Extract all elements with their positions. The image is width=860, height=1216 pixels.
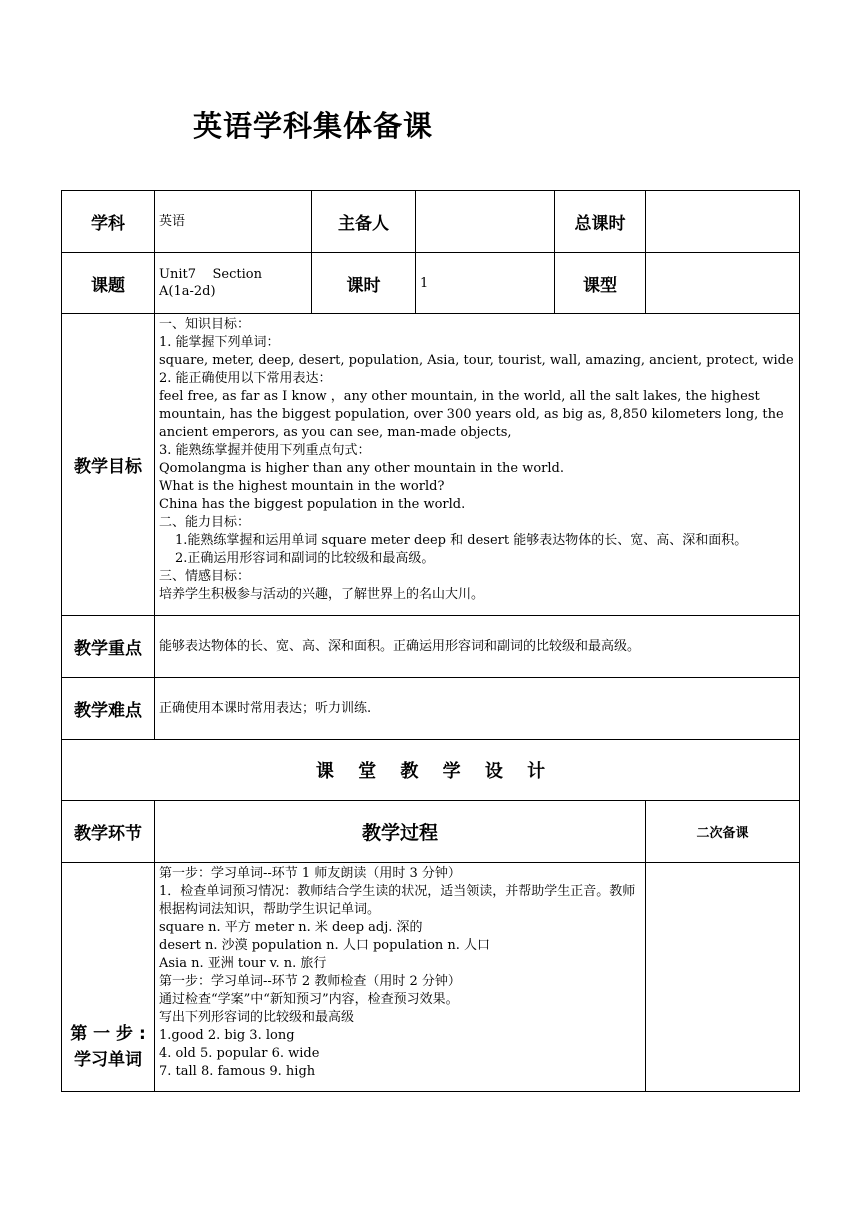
total-hours-label: 总课时 <box>555 191 646 253</box>
topic-label: 课题 <box>62 253 155 314</box>
objectives-content <box>155 314 800 616</box>
objective-line: feel free, as far as I know ，any other mountain, in the world, all the salt lakes, the highest mountain, has the biggest population, over 300 years old, as big as, 8,850 kilometers long, the ancient emperors, as you can see, man-made objects, <box>159 389 784 440</box>
period-value: 1 <box>416 253 555 314</box>
step1-line: 写出下列形容词的比较级和最高级 <box>159 1010 355 1025</box>
step1-vocab-line: desert n. 沙漠 population n. 人口 population n. 人口 <box>159 938 491 953</box>
preparer-label: 主备人 <box>312 191 416 253</box>
step1-exercise-line: 4. old 5. popular 6. wide <box>159 1046 320 1061</box>
step1-line: 通过检查“学案”中“新知预习”内容，检查预习效果。 <box>159 992 459 1007</box>
objective-line: 2.正确运用形容词和副词的比较级和最高级。 <box>175 551 435 566</box>
objective-line: 一、知识目标： <box>159 317 251 332</box>
objective-line: 二、能力目标： <box>159 515 251 530</box>
total-hours-value <box>646 191 800 253</box>
info-row-1 <box>62 191 800 253</box>
step1-line: 第一步：学习单词--环节 1 师友朗读（用时 3 分钟） <box>159 866 461 881</box>
period-label: 课时 <box>312 253 416 314</box>
topic-value <box>155 253 312 314</box>
key-points-text: 能够表达物体的长、宽、高、深和面积。正确运用形容词和副词的比较级和最高级。 <box>155 616 800 678</box>
step1-line: 1．检查单词预习情况：教师结合学生读的状况，适当领读，并帮助学生正音。教师根据构词法知识，帮助学生识记单词。 <box>159 884 636 917</box>
objective-line: square, meter, deep, desert, population, Asia, tour, tourist, wall, amazing, ancient, protect, wide <box>159 353 794 368</box>
type-label: 课型 <box>555 253 646 314</box>
second-prep-label: 二次备课 <box>646 801 800 863</box>
objective-line: 1. 能掌握下列单词： <box>159 335 280 350</box>
design-title: 课 堂 教 学 设 计 <box>62 740 800 801</box>
step1-row <box>62 863 800 1092</box>
step1-line: 第一步：学习单词--环节 2 教师检查（用时 2 分钟） <box>159 974 461 989</box>
key-points-row <box>62 616 800 678</box>
document-title: 英语学科集体备课 <box>193 109 434 143</box>
subject-label: 学科 <box>62 191 155 253</box>
objectives-row <box>62 314 800 616</box>
objective-line: 2. 能正确使用以下常用表达： <box>159 371 332 386</box>
difficulties-row <box>62 678 800 740</box>
step1-label-line1: 第 一 步 : <box>70 1024 146 1044</box>
process-label: 教学过程 <box>155 801 646 863</box>
step1-label <box>62 863 155 1092</box>
objective-line: 培养学生积极参与活动的兴趣，了解世界上的名山大川。 <box>159 587 485 602</box>
type-value <box>646 253 800 314</box>
step1-second-prep <box>646 863 800 1092</box>
step1-content <box>155 863 646 1092</box>
difficulties-label: 教学难点 <box>62 678 155 740</box>
objective-line: What is the highest mountain in the world? <box>159 479 445 494</box>
stage-label: 教学环节 <box>62 801 155 863</box>
key-points-label: 教学重点 <box>62 616 155 678</box>
objective-line: China has the biggest population in the world. <box>159 497 466 512</box>
objective-line: 3. 能熟练掌握并使用下列重点句式： <box>159 443 371 458</box>
step1-vocab-line: Asia n. 亚洲 tour v. n. 旅行 <box>159 956 327 971</box>
process-header-row <box>62 801 800 863</box>
step1-exercise-line: 7. tall 8. famous 9. high <box>159 1064 316 1079</box>
info-row-2 <box>62 253 800 314</box>
topic-value-line1: Unit7 Section <box>159 267 262 282</box>
objectives-label: 教学目标 <box>62 314 155 616</box>
step1-label-line2: 学习单词 <box>74 1050 142 1070</box>
objective-line: 三、情感目标： <box>159 569 251 584</box>
difficulties-text: 正确使用本课时常用表达；听力训练. <box>155 678 800 740</box>
topic-value-line2: A(1a-2d) <box>159 284 216 299</box>
objective-line: 1.能熟练掌握和运用单词 square meter deep 和 desert 能够表达物体的长、宽、高、深和面积。 <box>175 533 748 548</box>
step1-vocab-line: square n. 平方 meter n. 米 deep adj. 深的 <box>159 920 423 935</box>
step1-exercise-line: 1.good 2. big 3. long <box>159 1028 295 1043</box>
design-row <box>62 740 800 801</box>
subject-value: 英语 <box>155 191 312 253</box>
preparer-value <box>416 191 555 253</box>
lesson-plan-table <box>61 190 800 1092</box>
objective-line: Qomolangma is higher than any other mountain in the world. <box>159 461 564 476</box>
